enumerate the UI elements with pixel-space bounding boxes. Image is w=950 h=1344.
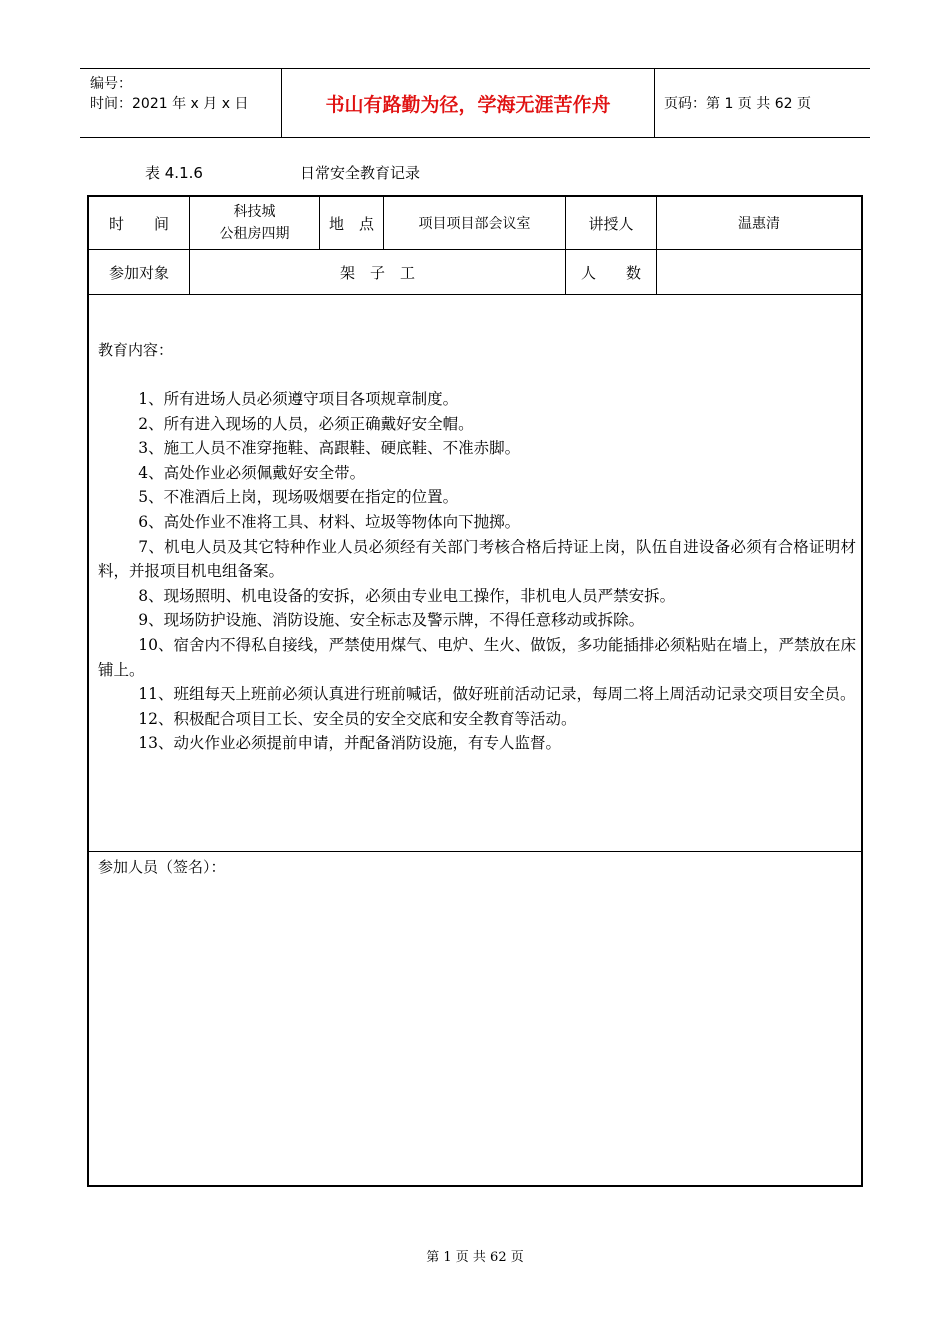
list-item: 8、现场照明、机电设备的安拆，必须由专业电工操作，非机电人员严禁安拆。 — [138, 586, 676, 605]
lecturer-label: 讲授人 — [566, 197, 657, 249]
page-info: 页码：第 1 页 共 62 页 — [664, 96, 811, 112]
list-item: 10、宿舍内不得私自接线，严禁使用煤气、电炉、生火、做饭，多功能插排必须粘贴在墙上，严禁放在床铺上。 — [98, 635, 856, 679]
location-label: 地 点 — [320, 197, 384, 249]
content-label: 教育内容： — [98, 341, 174, 359]
page-header — [80, 68, 870, 138]
content-items — [98, 387, 856, 756]
count-value — [657, 250, 861, 294]
time-value — [190, 197, 320, 249]
list-item: 7、机电人员及其它特种作业人员必须经有关部门考核合格后持证上岗，队伍自进设备必须有合格证明材料，并报项目机电组备案。 — [98, 537, 856, 581]
participants-value: 架 子 工 — [190, 250, 566, 294]
header-meta — [80, 69, 280, 137]
list-item: 6、高处作业不准将工具、材料、垃圾等物体向下抛掷。 — [138, 512, 521, 531]
count-label: 人 数 — [566, 250, 657, 294]
time-label: 时 间 — [89, 197, 190, 249]
list-item: 1、所有进场人员必须遵守项目各项规章制度。 — [138, 390, 459, 408]
form-row-participants — [89, 250, 861, 295]
form-row-info — [89, 197, 861, 250]
list-item: 13、动火作业必须提前申请，并配备消防设施，有专人监督。 — [138, 734, 562, 753]
list-item: 4、高处作业必须佩戴好安全带。 — [138, 463, 366, 482]
education-record-form — [87, 195, 863, 1187]
list-item: 12、积极配合项目工长、安全员的安全交底和安全教育等活动。 — [138, 709, 577, 728]
signature-label: 参加人员（签名）： — [98, 858, 226, 876]
date-label: 时间：2021 年 x 月 x 日 — [90, 96, 249, 112]
list-item: 9、现场防护设施、消防设施、安全标志及警示牌，不得任意移动或拆除。 — [138, 611, 645, 630]
lecturer-value: 温惠清 — [738, 216, 780, 232]
participants-label: 参加对象 — [89, 250, 190, 294]
time-value-line2: 公租房四期 — [219, 226, 290, 242]
location-value: 项目项目部会议室 — [384, 197, 566, 249]
code-label: 编号： — [90, 76, 132, 92]
motto: 书山有路勤为径，学海无涯苦作舟 — [281, 69, 655, 137]
list-item: 2、所有进入现场的人员，必须正确戴好安全帽。 — [138, 414, 474, 433]
table-number: 表 4.1.6 — [145, 164, 203, 182]
list-item: 3、施工人员不准穿拖鞋、高跟鞋、硬底鞋、不准赤脚。 — [138, 439, 521, 458]
list-item: 5、不准酒后上岗，现场吸烟要在指定的位置。 — [138, 488, 459, 507]
time-value-line1: 科技城 — [233, 204, 276, 220]
education-content — [89, 295, 861, 852]
signature-area — [89, 852, 861, 1185]
table-title: 日常安全教育记录 — [300, 164, 421, 182]
list-item: 11、班组每天上班前必须认真进行班前喊话，做好班前活动记录，每周二将上周活动记录交项目安全员。 — [138, 685, 856, 704]
page-footer: 第 1 页 共 62 页 — [426, 1250, 524, 1265]
